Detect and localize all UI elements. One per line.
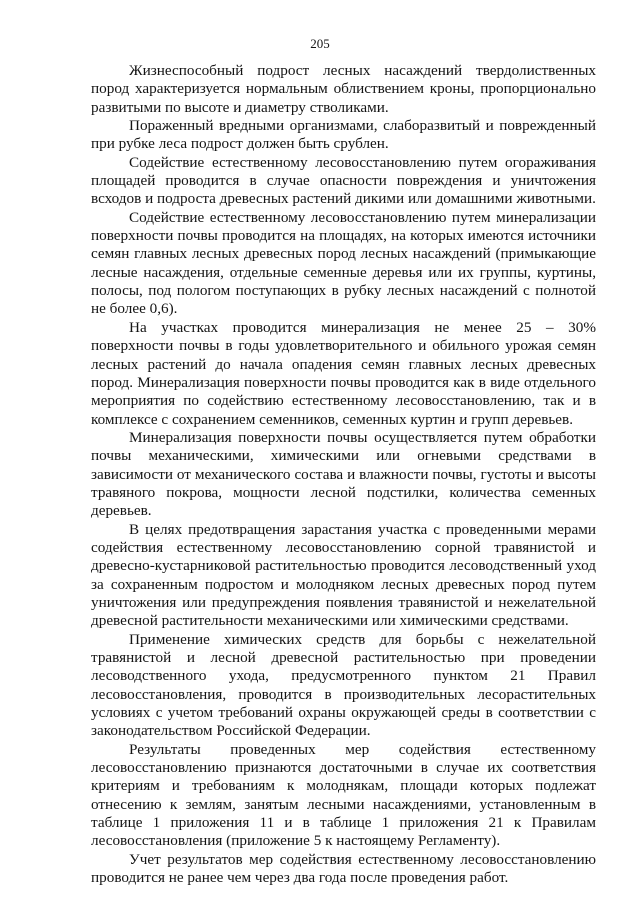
paragraph: Содействие естественному лесовосстановлению путем огораживания площадей проводится в случае опасности повреждения и уничтожения всходов и подроста древесных растений дикими или домашними животными. xyxy=(91,153,596,208)
paragraph: Учет результатов мер содействия естественному лесовосстановлению проводится не ранее чем через два года после проведения работ. xyxy=(91,850,596,887)
paragraph: Содействие естественному лесовосстановлению путем минерализации поверхности почвы проводится на площадях, на которых имеются источники семян главных лесных древесных пород лесных насаждений (примыкающие лесные насаждения, отдельные семенные деревья или их группы, куртины, полосы, под пологом поступающих в рубку лесных насаждений с полнотой не более 0,6). xyxy=(91,208,596,318)
paragraph: На участках проводится минерализация не менее 25 – 30% поверхности почвы в годы удовлетворительного и обильного урожая семян лесных растений до начала опадения семян главных лесных древесных пород. Минерализация поверхности почвы проводится как в виде отдельного мероприятия по содействию естественному лесовосстановлению, так и в комплексе с сохранением семенников, семенных куртин и групп деревьев. xyxy=(91,318,596,428)
paragraph: Минерализация поверхности почвы осуществляется путем обработки почвы механическими, химическими или огневыми средствами в зависимости от механического состава и влажности почвы, густоты и высоты травяного покрова, мощности лесной подстилки, количества семенных деревьев. xyxy=(91,428,596,520)
page-number: 205 xyxy=(310,36,330,51)
paragraph: Жизнеспособный подрост лесных насаждений твердолиственных пород характеризуется нормальным облиствением кроны, пропорционально развитыми по высоте и диаметру стволиками. xyxy=(91,62,596,116)
paragraph: Пораженный вредными организмами, слаборазвитый и поврежденный при рубке леса подрост должен быть срублен. xyxy=(91,117,596,153)
body-text xyxy=(91,62,596,887)
paragraph: В целях предотвращения зарастания участка с проведенными мерами содействия естественному лесовосстановлению сорной травянистой и древесно-кустарниковой растительностью проводится лесоводственный уход за сохраненным подростом и молодняком лесных древесных пород путем уничтожения или предупреждения появления травянистой и нежелательной древесной растительности механическими или химическими средствами. xyxy=(91,520,596,630)
paragraph: Результаты проведенных мер содействия естественному лесовосстановлению признаются достаточными в случае их соответствия критериям и требованиям к молоднякам, площади которых подлежат отнесению к землям, занятым лесными насаждениями, установленным в таблице 1 приложения 11 и в таблице 1 приложения 21 к Правилам лесовосстановления (приложение 5 к настоящему Регламенту). xyxy=(91,740,596,850)
paragraph: Применение химических средств для борьбы с нежелательной травянистой и лесной древесной растительностью при проведении лесоводственного ухода, предусмотренного пунктом 21 Правил лесовосстановления, проводится в производительных лесорастительных условиях с учетом требований охраны окружающей среды в соответствии с законодательством Российской Федерации. xyxy=(91,630,596,740)
